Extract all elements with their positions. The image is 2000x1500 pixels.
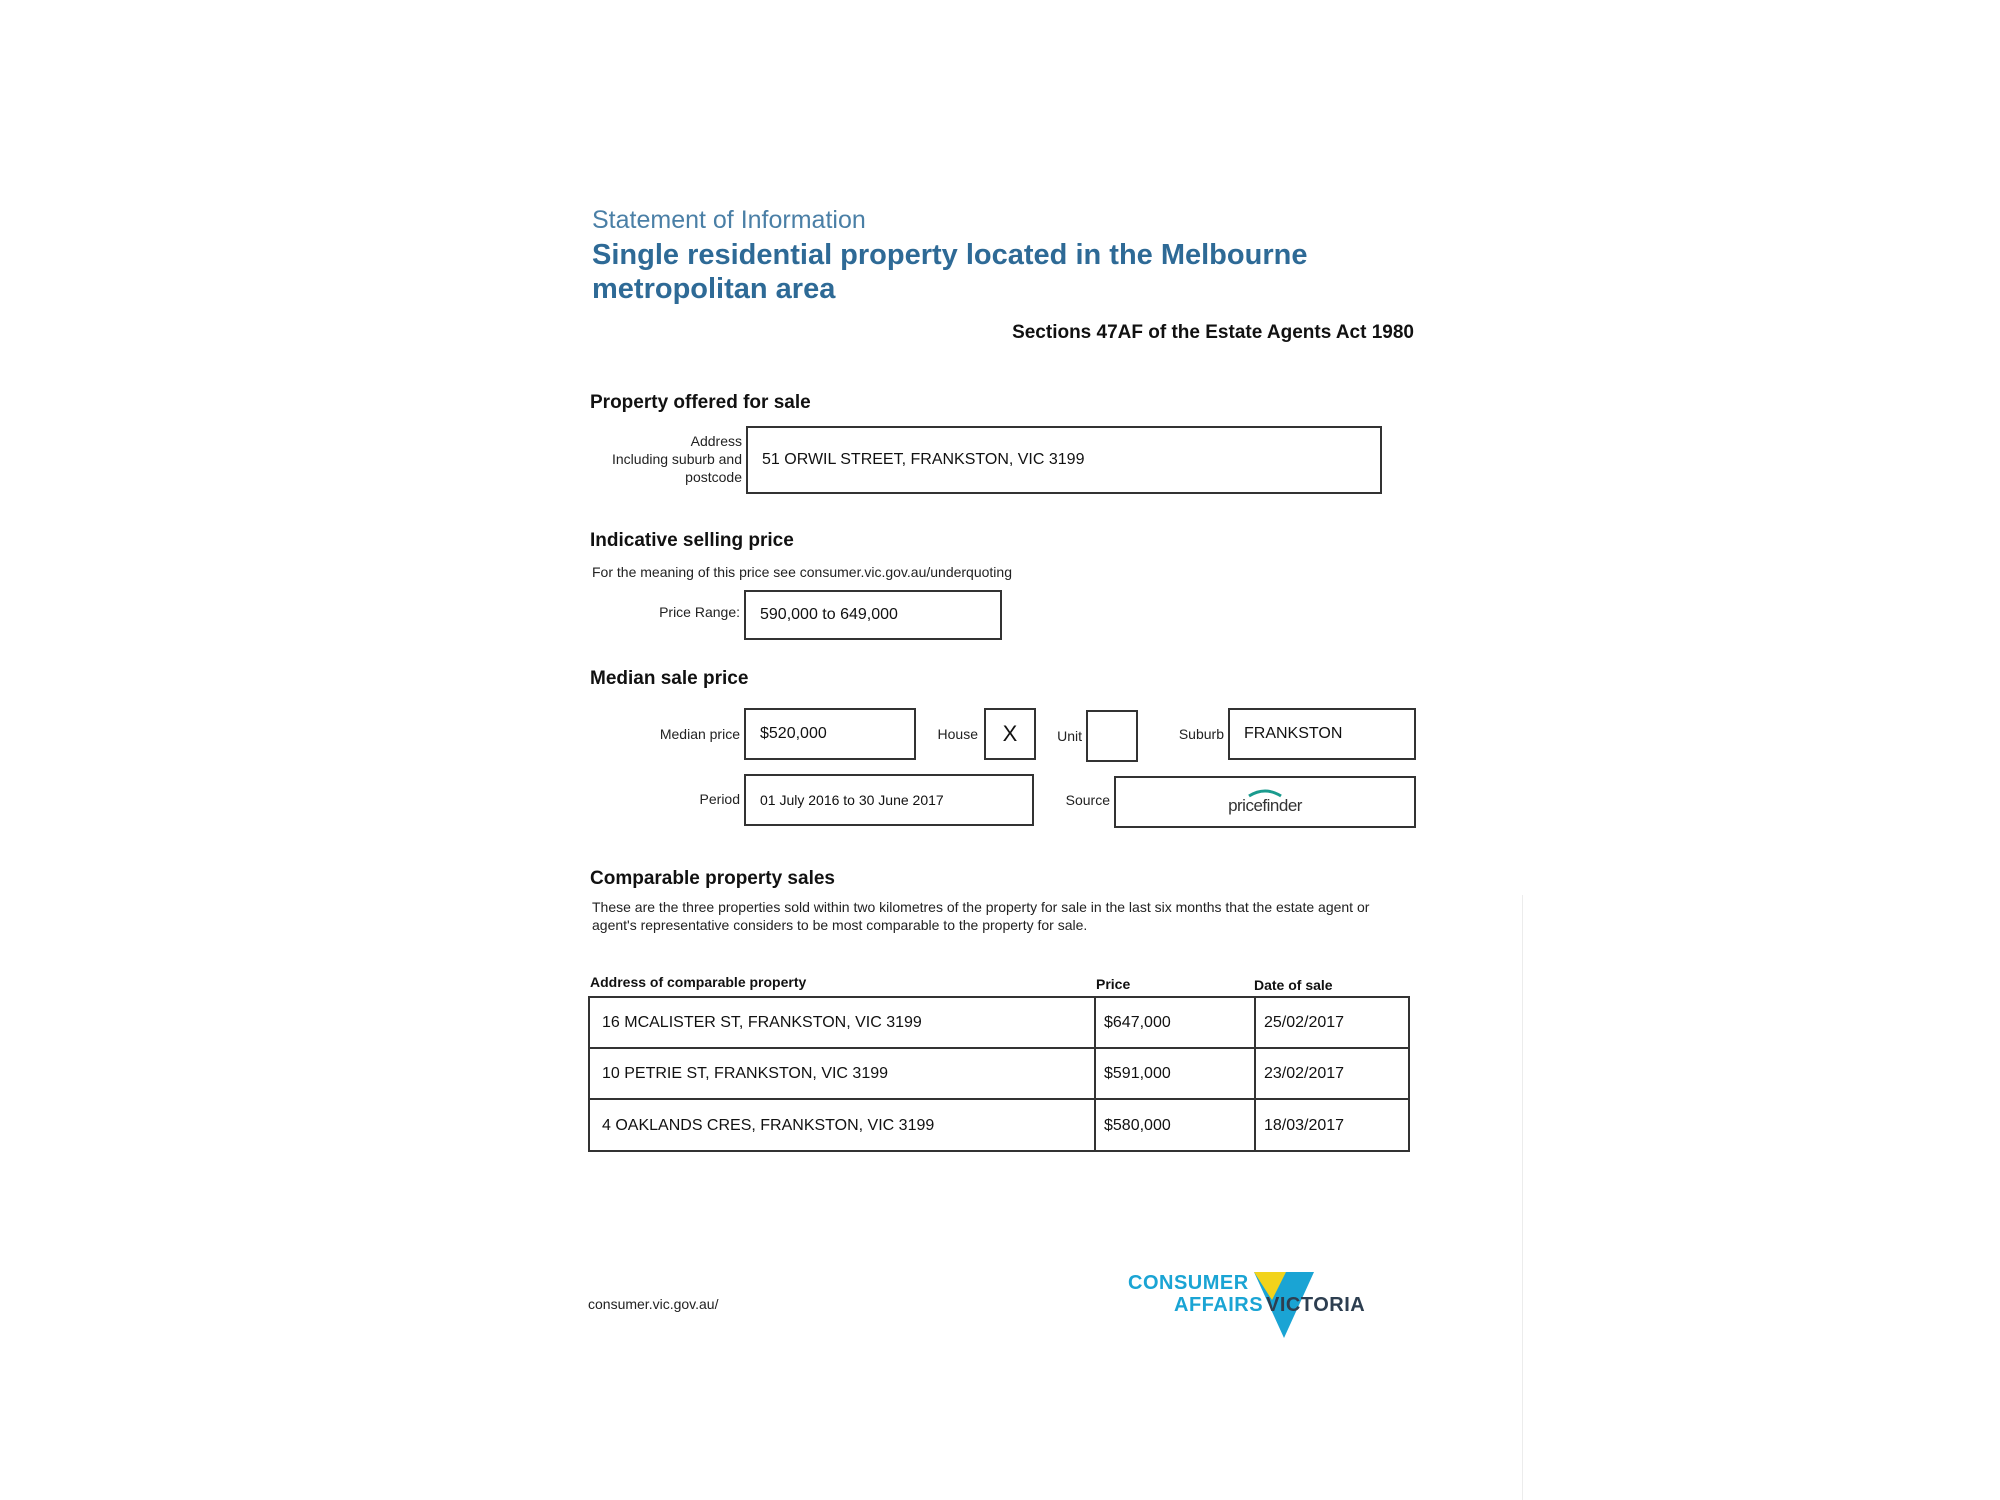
house-label: House	[937, 726, 978, 742]
table-row	[590, 1100, 1408, 1151]
indicative-heading: Indicative selling price	[590, 530, 794, 551]
page-edge	[1522, 895, 1523, 1500]
row-date: 18/03/2017	[1264, 1116, 1345, 1134]
median-heading: Median sale price	[590, 668, 749, 689]
row-address: 10 PETRIE ST, FRANKSTON, VIC 3199	[590, 1049, 1096, 1098]
address-label-line3: postcode	[685, 469, 742, 485]
price-range-field[interactable]: 590,000 to 649,000	[744, 590, 1002, 640]
act-reference: Sections 47AF of the Estate Agents Act 1980	[1012, 322, 1414, 343]
document-title: Single residential property located in the Melbourne metropolitan area	[592, 239, 1308, 305]
period-field[interactable]: 01 July 2016 to 30 June 2017	[744, 774, 1034, 826]
table-row	[590, 998, 1408, 1049]
row-address: 4 OAKLANDS CRES, FRANKSTON, VIC 3199	[590, 1100, 1096, 1151]
address-field[interactable]: 51 ORWIL STREET, FRANKSTON, VIC 3199	[746, 426, 1382, 494]
consumer-affairs-victoria-logo	[1128, 1268, 1388, 1340]
unit-label: Unit	[1057, 728, 1082, 744]
table-row	[590, 1049, 1408, 1100]
row-date: 23/02/2017	[1264, 1064, 1345, 1082]
row-address: 16 MCALISTER ST, FRANKSTON, VIC 3199	[590, 998, 1096, 1047]
address-label	[580, 432, 742, 486]
row-price: $591,000	[1096, 1049, 1256, 1098]
suburb-label: Suburb	[1178, 726, 1224, 742]
logo-line-consumer: CONSUMER	[1128, 1272, 1249, 1294]
row-price: $580,000	[1096, 1100, 1256, 1151]
row-date: 25/02/2017	[1264, 1013, 1345, 1031]
pricefinder-logo	[1116, 778, 1414, 826]
row-price: $647,000	[1096, 998, 1256, 1047]
property-heading: Property offered for sale	[590, 392, 811, 413]
period-label: Period	[699, 791, 740, 807]
comparable-sales-table	[588, 996, 1410, 1152]
footer-url: consumer.vic.gov.au/	[588, 1296, 719, 1312]
median-price-label: Median price	[659, 726, 740, 742]
comparable-description: These are the three properties sold within two kilometres of the property for sale in the last six months that the estate agent or agent's representative considers to be most comparable to the property for sale.	[592, 899, 1370, 933]
house-checkbox[interactable]: X	[984, 708, 1036, 760]
source-label: Source	[1065, 792, 1110, 808]
price-range-label: Price Range:	[659, 604, 740, 620]
median-price-field[interactable]: $520,000	[744, 708, 916, 760]
logo-line-victoria: VICTORIA	[1266, 1294, 1366, 1316]
source-field[interactable]	[1114, 776, 1416, 828]
comparable-heading: Comparable property sales	[590, 868, 835, 889]
logo-line-affairs: AFFAIRS	[1174, 1294, 1264, 1316]
column-header-price: Price	[1096, 976, 1131, 992]
address-label-line1: Address	[690, 433, 742, 449]
address-label-line2: Including suburb and	[612, 451, 742, 467]
unit-checkbox[interactable]	[1086, 710, 1138, 762]
underquoting-note: For the meaning of this price see consumer.vic.gov.au/underquoting	[592, 564, 1012, 580]
column-header-date: Date of sale	[1254, 977, 1333, 993]
pricefinder-logo-text: pricefinder	[1228, 796, 1302, 815]
document-subtitle: Statement of Information	[592, 206, 866, 234]
suburb-field[interactable]: FRANKSTON	[1228, 708, 1416, 760]
column-header-address: Address of comparable property	[590, 974, 807, 990]
